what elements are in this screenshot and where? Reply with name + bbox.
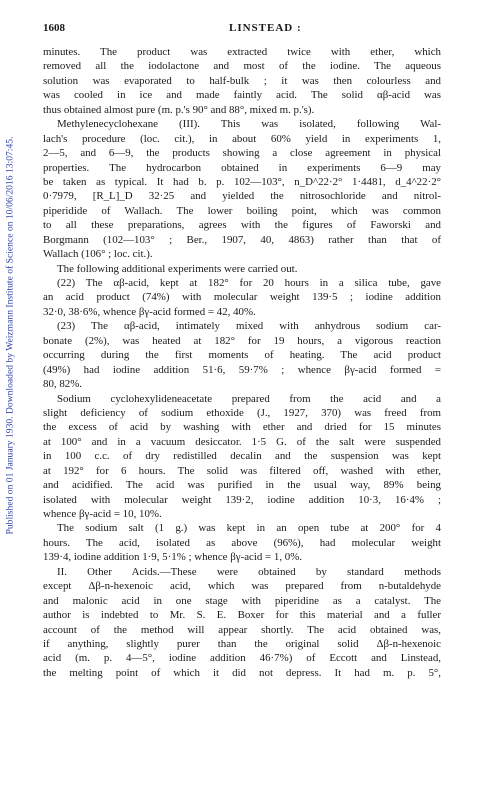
text-line: at 192° for 6 hours. The solid was filtered off, washed with ether, (43, 464, 441, 477)
text-line: hours. The acid, isolated as above (96%), had molecular weight (43, 536, 441, 549)
text-line: the excess of acid by washing with ether and dried for 15 minutes (43, 421, 441, 434)
page-header (43, 22, 441, 36)
text-line: to all these preparations, agrees with the figures of Faworski and (43, 219, 441, 232)
text-line: the melting point of which it did not depress. It had m. p. 5°, (43, 666, 441, 679)
text-line: bonate (2%), was heated at 182° for 19 hours, a vigorous reaction (43, 334, 441, 347)
text-line: 0·7979, [R_L]_D 32·25 and yielded the nitrosochloride and nitrol- (43, 190, 441, 203)
text-line: isolated with molecular weight 139·2, iodine addition 10·3, 16·4% ; (43, 493, 441, 506)
text-line: author is indebted to Mr. S. E. Boxer for this material and a fuller (43, 609, 441, 622)
text-line: removed all the iodolactone and most of the iodine. The aqueous (43, 60, 441, 73)
text-line: account of the method will appear shortly. The acid obtained was, (43, 623, 441, 636)
running-head: LINSTEAD : (229, 22, 302, 34)
text-line: lach's procedure (loc. cit.), in about 60% yield in experiments 1, (43, 132, 441, 145)
text-line: II. Other Acids.—These were obtained by standard methods (57, 565, 441, 578)
download-watermark-text: Published on 01 January 1930. Downloaded by Weizmann Institute of Science on 10/06/2016 13:07:45. (4, 136, 16, 534)
text-line: Sodium cyclohexylideneacetate prepared from the acid and a (57, 392, 441, 405)
text-line: The sodium salt (1 g.) was kept in an open tube at 200° for 4 (57, 522, 441, 535)
download-watermark (2, 40, 18, 630)
text-line: minutes. The product was extracted twice with ether, which (43, 46, 441, 58)
text-line: slight deficiency of sodium ethoxide (J., 1927, 370) was freed from (43, 406, 441, 419)
text-line: properties. The hydrocarbon obtained in experiments 6—9 may (43, 161, 441, 174)
text-line: whence βγ-acid = 10, 10%. (43, 508, 162, 520)
text-line: The following additional experiments were carried out. (57, 262, 298, 275)
text-line: and acidified. The acid was purified in the usual way, 89% being (43, 479, 441, 492)
text-line: if anything, slightly purer than the original solid Δβ-n-hexenoic (43, 637, 441, 650)
text-line: Borgmann (102—103° ; Ber., 1907, 40, 4863) rather than that of (43, 233, 441, 246)
text-line: 32·0, 38·6%, whence βγ-acid formed = 42, 40%. (43, 305, 256, 318)
text-line: acid (m. p. 4—5°, iodine addition 46·7%) of Eccott and Linstead, (43, 652, 441, 665)
text-line: at 100° and in a vacuum desiccator. 1·5 G. of the salt were suspended (43, 435, 441, 448)
text-line: 139·4, iodine addition 1·9, 5·1% ; whence βγ-acid = 1, 0%. (43, 551, 303, 564)
text-line: (23) The αβ-acid, intimately mixed with anhydrous sodium car- (57, 320, 441, 333)
text-line: 80, 82%. (43, 378, 83, 391)
text-line: except Δβ-n-hexenoic acid, which was prepared from n-butaldehyde (43, 580, 441, 593)
text-line: (22) The αβ-acid, kept at 182° for 20 hours in a silica tube, gave (57, 277, 441, 289)
body-text (43, 45, 441, 680)
text-line: and malonic acid in one stage with piperidine as a catalyst. The (43, 594, 441, 607)
page-number: 1608 (43, 22, 65, 34)
text-line: solution was evaporated to half-bulk ; it was then colourless and (43, 74, 441, 87)
text-line: was cooled in ice and made faintly acid. The solid αβ-acid was (43, 89, 441, 102)
text-line: (49%) had iodine addition 51·6, 59·7% ; whence βγ-acid formed = (43, 363, 441, 376)
text-line: an acid product (74%) with molecular weight 139·5 ; iodine addition (43, 291, 441, 304)
text-line: Methylenecyclohexane (III). This was isolated, following Wal- (57, 118, 441, 131)
text-line: occurring during the first moments of heating. The acid product (43, 349, 441, 362)
text-line: in 100 c.c. of dry redistilled decalin and the suspension was kept (43, 450, 441, 463)
text-line: Wallach (106° ; loc. cit.). (43, 248, 153, 261)
text-line: 2—5, and 6—9, the products showing a close agreement in physical (43, 147, 441, 160)
text-line: be taken as typical. It had b. p. 102—103°, n_D^22·2° 1·4481, d_4^22·2° (43, 175, 441, 188)
text-line: thus obtained almost pure (m. p.'s 90° and 88°, mixed m. p.'s). (43, 103, 315, 116)
text-line: piperidide of Wallach. The lower boiling point, which was common (43, 204, 441, 217)
